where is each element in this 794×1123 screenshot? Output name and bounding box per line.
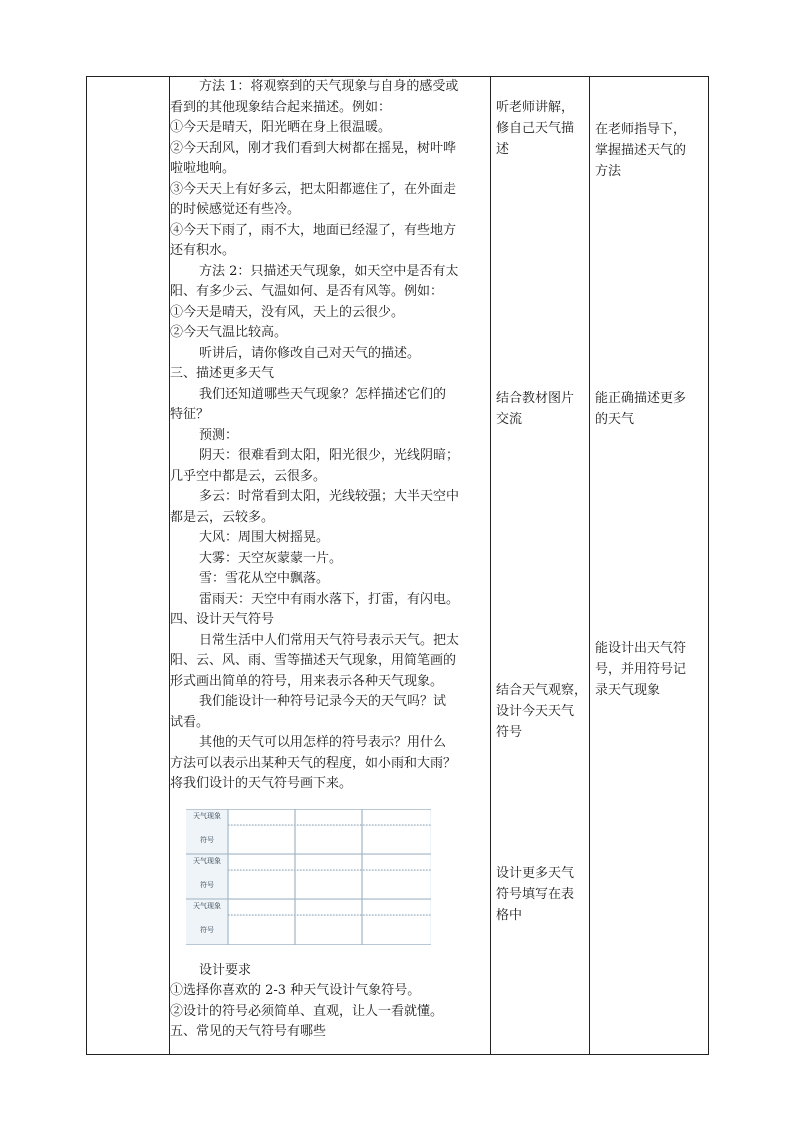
activity-block xyxy=(496,863,587,926)
text-line: 的时候感觉还有些冷。 xyxy=(170,202,301,217)
goal-block xyxy=(595,119,706,182)
activity-line: 结合天气观察， xyxy=(496,683,588,698)
blank-column-cell xyxy=(87,77,170,1055)
activity-line: 格中 xyxy=(496,908,523,923)
activity-line: 结合教材图片 xyxy=(496,391,575,406)
text-line: 都是云，云较多。 xyxy=(170,509,275,525)
text-line: 试看。 xyxy=(170,714,210,730)
text-line: 方法 2：只描述天气现象，如天空中是否有太 xyxy=(199,263,459,279)
text-line: 三、描述更多天气 xyxy=(170,366,275,381)
student-activity-cell xyxy=(491,77,590,1055)
activity-line: 修自己天气描 xyxy=(496,121,575,136)
goal-line: 能设计出天气符 xyxy=(595,641,687,656)
activity-line: 述 xyxy=(496,142,510,157)
design-table-label: 天气现象 xyxy=(193,811,221,820)
text-line: ④今天下雨了，雨不大，地面已经湿了，有些地方 xyxy=(170,222,457,238)
text-line: 将我们设计的天气符号画下来。 xyxy=(170,776,353,791)
goal-line: 能正确描述更多 xyxy=(595,391,687,406)
design-table-label: 符号 xyxy=(200,925,214,934)
text-line: ①今天是晴天，没有风，天上的云很少。 xyxy=(170,304,405,320)
activity-line: 听老师讲解， xyxy=(496,100,575,115)
text-line: 雪：雪花从空中飘落。 xyxy=(199,571,330,586)
text-line: 阳、有多少云、气温如何、是否有风等。例如： xyxy=(170,284,444,299)
design-table-grid xyxy=(186,809,431,945)
design-requirements-lines xyxy=(170,961,490,1043)
text-line: 几乎空中都是云，云很多。 xyxy=(170,468,327,484)
goal-line: 掌握描述天气的 xyxy=(595,143,687,158)
design-table-label: 符号 xyxy=(200,835,214,844)
goal-line: 号，并用符号记 xyxy=(595,662,687,677)
text-line: 还有积水。 xyxy=(170,243,236,258)
text-line: 雷雨天：天空中有雨水落下，打雷，有闪电。 xyxy=(199,591,460,607)
learning-goal-cell xyxy=(590,77,709,1055)
text-line: 听讲后，请你修改自己对天气的描述。 xyxy=(199,345,421,361)
activity-line: 设计今天天气 xyxy=(496,704,575,719)
text-line: 预测： xyxy=(199,427,239,443)
design-table-label: 天气现象 xyxy=(193,901,221,910)
goal-block xyxy=(595,388,706,430)
weather-symbol-design-table xyxy=(186,809,431,945)
activity-line: 符号填写在表 xyxy=(496,887,575,902)
text-line: 日常生活中人们常用天气符号表示天气。把太 xyxy=(199,632,460,648)
text-line: ②今天气温比较高。 xyxy=(170,325,288,340)
design-table-label: 天气现象 xyxy=(193,856,221,865)
text-line: 我们能设计一种符号记录今天的天气吗？试 xyxy=(199,694,447,709)
activity-block xyxy=(496,97,587,160)
teaching-content-lines xyxy=(170,77,490,795)
text-line: ①选择你喜欢的 2-3 种天气设计气象符号。 xyxy=(170,983,421,998)
text-line: ③今天天上有好多云，把太阳都遮住了，在外面走 xyxy=(170,181,457,197)
activity-line: 交流 xyxy=(496,412,523,427)
text-line: 形式画出简单的符号，用来表示各种天气现象。 xyxy=(170,673,444,689)
goal-block xyxy=(595,638,706,701)
text-line: 特征？ xyxy=(170,407,210,422)
text-line: 多云：时常看到太阳，光线较强；大半天空中 xyxy=(199,489,460,504)
goal-line: 方法 xyxy=(595,164,622,179)
goal-line: 的天气 xyxy=(595,412,635,427)
text-line: ②今天刮风，刚才我们看到大树都在摇晃，树叶哗 xyxy=(170,140,457,156)
text-line: 大风：周围大树摇晃。 xyxy=(199,530,330,545)
text-line: 其他的天气可以用怎样的符号表示？用什么 xyxy=(199,735,447,750)
teaching-content-cell xyxy=(170,77,491,1055)
text-line: 我们还知道哪些天气现象？怎样描述它们的 xyxy=(199,386,447,402)
text-line: 方法可以表示出某种天气的程度，如小雨和大雨？ xyxy=(170,755,457,771)
goal-line: 在老师指导下， xyxy=(595,122,687,137)
text-line: 阴天：很难看到太阳，阳光很少，光线阴暗； xyxy=(199,448,460,463)
activity-line: 设计更多天气 xyxy=(496,866,575,881)
text-line: 看到的其他现象结合起来描述。例如： xyxy=(170,99,392,115)
text-line: ②设计的符号必须简单、直观，让人一看就懂。 xyxy=(170,1003,444,1019)
text-line: 啦啦地响。 xyxy=(170,161,236,176)
lesson-plan-table xyxy=(86,76,709,1055)
design-table-label: 符号 xyxy=(200,880,214,889)
text-line: 四、设计天气符号 xyxy=(170,612,275,627)
activity-block xyxy=(496,680,587,743)
text-line: 大雾：天空灰蒙蒙一片。 xyxy=(199,550,343,566)
text-line: 五、常见的天气符号有哪些 xyxy=(170,1024,327,1039)
text-line: ①今天是晴天，阳光晒在身上很温暖。 xyxy=(170,120,392,135)
activity-line: 符号 xyxy=(496,725,523,740)
text-line: 方法 1：将观察到的天气现象与自身的感受或 xyxy=(199,79,459,94)
text-line: 阳、云、风、雨、雪等描述天气现象，用简笔画的 xyxy=(170,653,457,668)
activity-block xyxy=(496,388,587,430)
text-line: 设计要求 xyxy=(199,962,252,978)
goal-line: 录天气现象 xyxy=(595,683,661,698)
